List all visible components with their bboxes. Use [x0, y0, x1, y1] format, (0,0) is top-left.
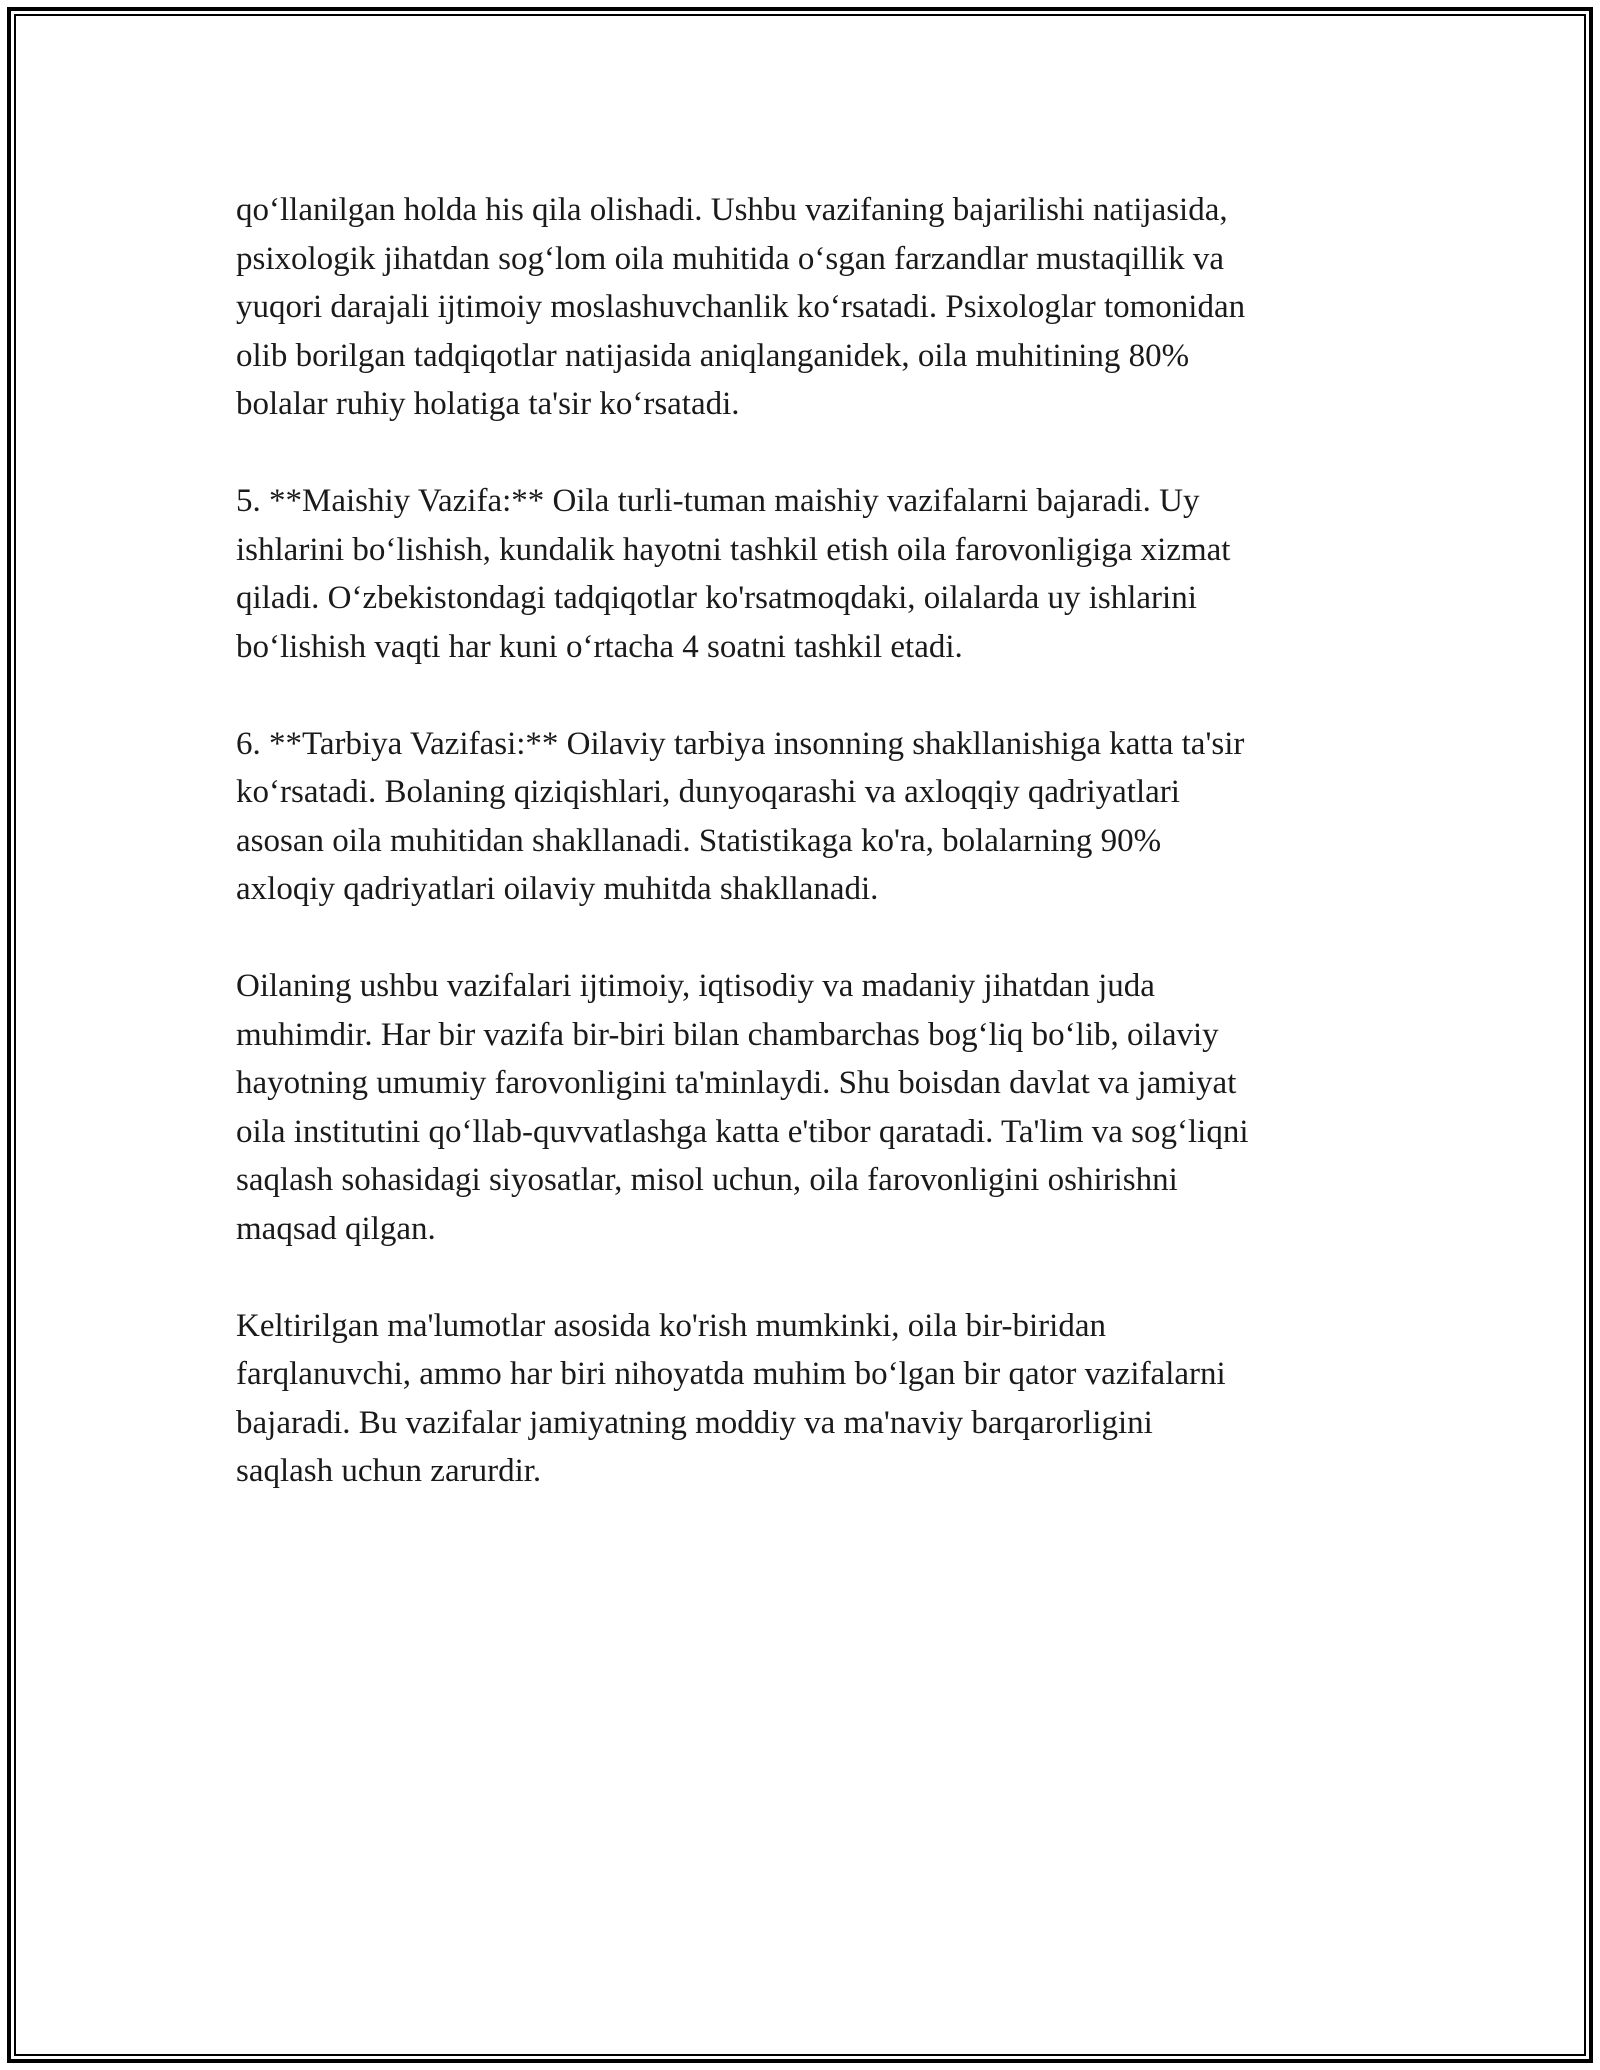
text-line: bajaradi. Bu vazifalar jamiyatning moddiy va ma'naviy barqarorligini — [236, 1404, 1153, 1441]
paragraph-psychological-function — [236, 186, 1376, 429]
text-line: Keltirilgan ma'lumotlar asosida ko'rish mumkinki, oila bir-biridan — [236, 1307, 1106, 1344]
text-line: maqsad qilgan. — [236, 1210, 436, 1247]
text-line: ishlarini bo‘lishish, kundalik hayotni tashkil etish oila farovonligiga xizmat — [236, 531, 1231, 568]
text-line: olib borilgan tadqiqotlar natijasida aniqlanganidek, oila muhitining 80% — [236, 337, 1190, 374]
document-body — [236, 186, 1376, 1544]
text-line: qiladi. O‘zbekistondagi tadqiqotlar ko'rsatmoqdaki, oilalarda uy ishlarini — [236, 580, 1197, 616]
text-line: hayotning umumiy farovonligini ta'minlaydi. Shu boisdan davlat va jamiyat — [236, 1065, 1237, 1101]
paragraph-household-function — [236, 477, 1376, 671]
text-line: 5. **Maishiy Vazifa:** Oila turli-tuman maishiy vazifalarni bajaradi. Uy — [236, 483, 1200, 519]
text-line: 6. **Tarbiya Vazifasi:** Oilaviy tarbiya insonning shakllanishiga katta ta'sir — [236, 725, 1245, 762]
text-line: yuqori darajali ijtimoiy moslashuvchanlik ko‘rsatadi. Psixologlar tomonidan — [236, 289, 1246, 325]
text-line: bolalar ruhiy holatiga ta'sir ko‘rsatadi. — [236, 386, 740, 422]
text-line: asosan oila muhitidan shakllanadi. Statistikaga ko'ra, bolalarning 90% — [236, 822, 1162, 859]
text-line: farqlanuvchi, ammo har biri nihoyatda muhim bo‘lgan bir qator vazifalarni — [236, 1356, 1226, 1392]
text-line: oila institutini qo‘llab-quvvatlashga katta e'tibor qaratadi. Ta'lim va sog‘liqni — [236, 1113, 1249, 1150]
paragraph-conclusion — [236, 1302, 1376, 1496]
text-line: qo‘llanilgan holda his qila olishadi. Ushbu vazifaning bajarilishi natijasida, — [236, 192, 1228, 228]
text-line: axloqiy qadriyatlari oilaviy muhitda shakllanadi. — [236, 871, 879, 907]
text-line: saqlash uchun zarurdir. — [236, 1453, 542, 1489]
paragraph-importance — [236, 962, 1376, 1253]
text-line: bo‘lishish vaqti har kuni o‘rtacha 4 soatni tashkil etadi. — [236, 628, 963, 665]
text-line: Oilaning ushbu vazifalari ijtimoiy, iqtisodiy va madaniy jihatdan juda — [236, 968, 1155, 1004]
text-line: ko‘rsatadi. Bolaning qiziqishlari, dunyoqarashi va axloqqiy qadriyatlari — [236, 774, 1180, 810]
text-line: muhimdir. Har bir vazifa bir-biri bilan chambarchas bog‘liq bo‘lib, oilaviy — [236, 1016, 1219, 1053]
paragraph-upbringing-function — [236, 720, 1376, 914]
text-line: psixologik jihatdan sog‘lom oila muhitida o‘sgan farzandlar mustaqillik va — [236, 240, 1224, 277]
text-line: saqlash sohasidagi siyosatlar, misol uchun, oila farovonligini oshirishni — [236, 1162, 1178, 1198]
